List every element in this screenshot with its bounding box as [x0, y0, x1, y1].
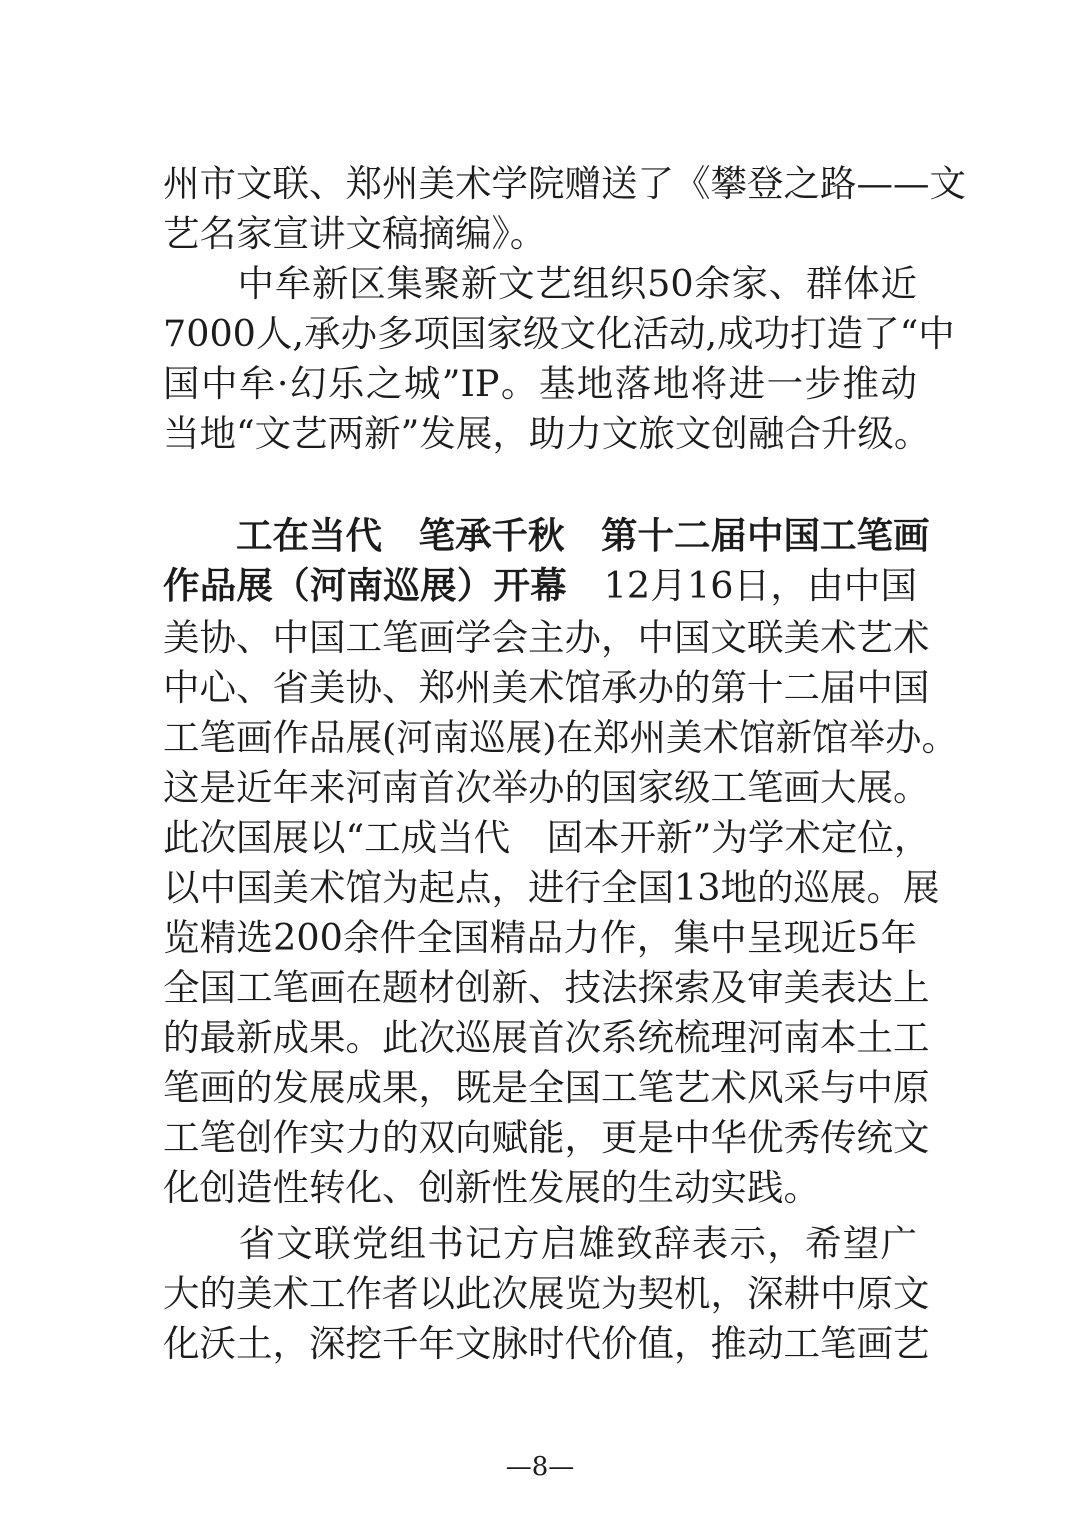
paragraph-line: 州市文联、郑州美术学院赠送了《攀登之路——文 — [163, 162, 966, 205]
paragraph-line: 全国工笔画在题材创新、技法探索及审美表达上 — [163, 966, 930, 1009]
page-number: —8— — [505, 1452, 575, 1482]
section-heading-line-2 — [163, 560, 917, 612]
section-heading-title-end: 作品展（河南巡展）开幕 — [163, 564, 567, 607]
paragraph-line: 化沃土，深挖千年文脉时代价值，推动工笔画艺 — [163, 1322, 930, 1365]
section-date-lead: 12月16日，由中国 — [566, 564, 918, 607]
paragraph-line: 当地“文艺两新”发展，助力文旅文创融合升级。 — [163, 412, 931, 455]
paragraph-line: 此次国展以“工成当代 固本开新”为学术定位， — [163, 816, 931, 859]
paragraph-line: 大的美术工作者以此次展览为契机，深耕中原文 — [163, 1272, 930, 1315]
paragraph-line: 笔画的发展成果，既是全国工笔艺术风采与中原 — [163, 1066, 930, 1109]
paragraph-line: 艺名家宣讲文稿摘编》。 — [163, 212, 547, 255]
paragraph-line: 中牟新区集聚新文艺组织50余家、群体近 — [163, 262, 917, 305]
paragraph-line: 国中牟·幻乐之城”IP。基地落地将进一步推动 — [163, 362, 917, 405]
paragraph-line: 工笔画作品展(河南巡展)在郑州美术馆新馆举办。 — [163, 716, 958, 759]
paragraph-line: 省文联党组书记方启雄致辞表示，希望广 — [163, 1222, 917, 1265]
paragraph-line: 7000人,承办多项国家级文化活动,成功打造了“中 — [163, 312, 955, 355]
paragraph-line: 以中国美术馆为起点，进行全国13地的巡展。展 — [163, 866, 940, 909]
paragraph-line: 这是近年来河南首次举办的国家级工笔画大展。 — [163, 766, 930, 809]
paragraph-line: 美协、中国工笔画学会主办，中国文联美术艺术 — [163, 616, 930, 659]
section-heading-line-1: 工在当代 笔承千秋 第十二届中国工笔画 — [163, 514, 930, 557]
paragraph-line: 工笔创作实力的双向赋能，更是中华优秀传统文 — [163, 1116, 930, 1159]
paragraph-line: 的最新成果。此次巡展首次系统梳理河南本土工 — [163, 1016, 930, 1059]
paragraph-line: 中心、省美协、郑州美术馆承办的第十二届中国 — [163, 666, 930, 709]
paragraph-line: 化创造性转化、创新性发展的生动实践。 — [163, 1166, 820, 1209]
paragraph-line: 览精选200余件全国精品力作，集中呈现近5年 — [163, 916, 917, 959]
